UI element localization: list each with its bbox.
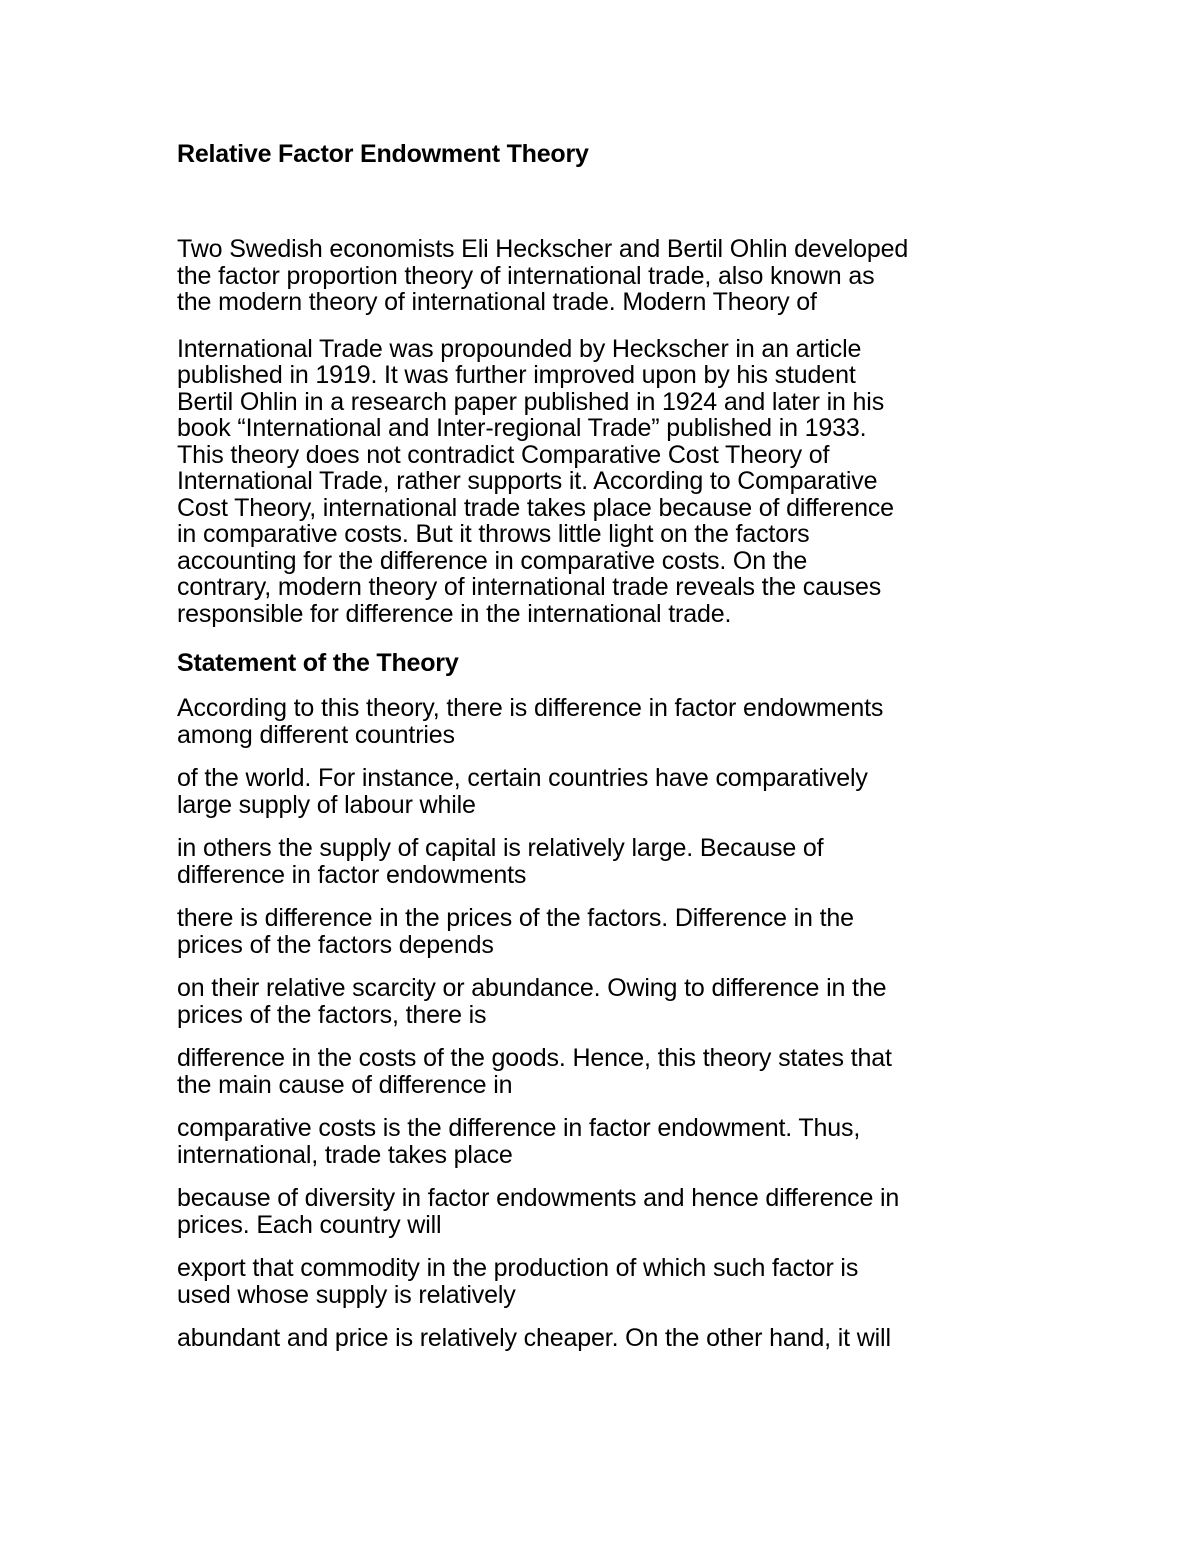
statement-paragraph [177,1115,1037,1168]
statement-paragraph [177,1255,1037,1308]
text-line: among different countries [177,720,455,749]
text-line: prices of the factors, there is [177,1000,487,1029]
text-line: difference in factor endowments [177,860,527,889]
text-line: the factor proportion theory of international trade, also known as [177,261,875,290]
text-line: the main cause of difference in [177,1070,513,1099]
text-line: comparative costs is the difference in factor endowment. Thus, [177,1114,861,1142]
text-line: on their relative scarcity or abundance. Owing to difference in the [177,974,887,1002]
text-line: book “International and Inter-regional Trade” published in 1933. [177,414,867,442]
text-line: prices of the factors depends [177,930,494,959]
statement-paragraph [177,695,1037,748]
text-line: According to this theory, there is difference in factor endowments [177,694,884,722]
statement-paragraph [177,1045,1037,1098]
text-line: prices. Each country will [177,1210,442,1239]
text-line: published in 1919. It was further improved upon by his student [177,361,856,389]
text-line: difference in the costs of the goods. Hence, this theory states that [177,1044,892,1072]
text-line: contrary, modern theory of international trade reveals the causes [177,573,882,601]
text-line: export that commodity in the production of which such factor is [177,1254,859,1282]
section-heading: Statement of the Theory [177,649,459,677]
statement-paragraph [177,975,1037,1028]
text-line: Cost Theory, international trade takes place because of difference [177,493,894,522]
text-line: because of diversity in factor endowments and hence difference in [177,1184,900,1212]
text-line: International Trade was propounded by Heckscher in an article [177,334,862,363]
text-line: in others the supply of capital is relatively large. Because of [177,834,824,862]
text-line: of the world. For instance, certain countries have comparatively [177,764,868,792]
statement-paragraph [177,1185,1037,1238]
intro-paragraph-2 [177,336,1037,628]
text-line: international, trade takes place [177,1140,513,1169]
text-line: there is difference in the prices of the factors. Difference in the [177,904,854,932]
statement-paragraphs [177,695,1037,1352]
statement-paragraph [177,765,1037,818]
text-line: accounting for the difference in comparative costs. On the [177,546,808,575]
text-line: Two Swedish economists Eli Heckscher and Bertil Ohlin developed [177,235,909,263]
statement-paragraph [177,905,1037,958]
intro-paragraph-1 [177,236,1037,316]
text-line: large supply of labour while [177,790,476,819]
text-line: abundant and price is relatively cheaper. On the other hand, it will [177,1324,891,1352]
text-line: the modern theory of international trade. Modern Theory of [177,288,817,316]
statement-paragraph [177,835,1037,888]
document-title: Relative Factor Endowment Theory [177,140,589,168]
document-page [177,138,1037,1369]
text-line: used whose supply is relatively [177,1280,516,1309]
text-line: Bertil Ohlin in a research paper published in 1924 and later in his [177,387,885,416]
text-line: This theory does not contradict Comparative Cost Theory of [177,440,830,469]
text-line: in comparative costs. But it throws little light on the factors [177,520,810,548]
statement-paragraph [177,1325,1037,1352]
text-line: responsible for difference in the international trade. [177,599,732,628]
text-line: International Trade, rather supports it. According to Comparative [177,467,878,495]
